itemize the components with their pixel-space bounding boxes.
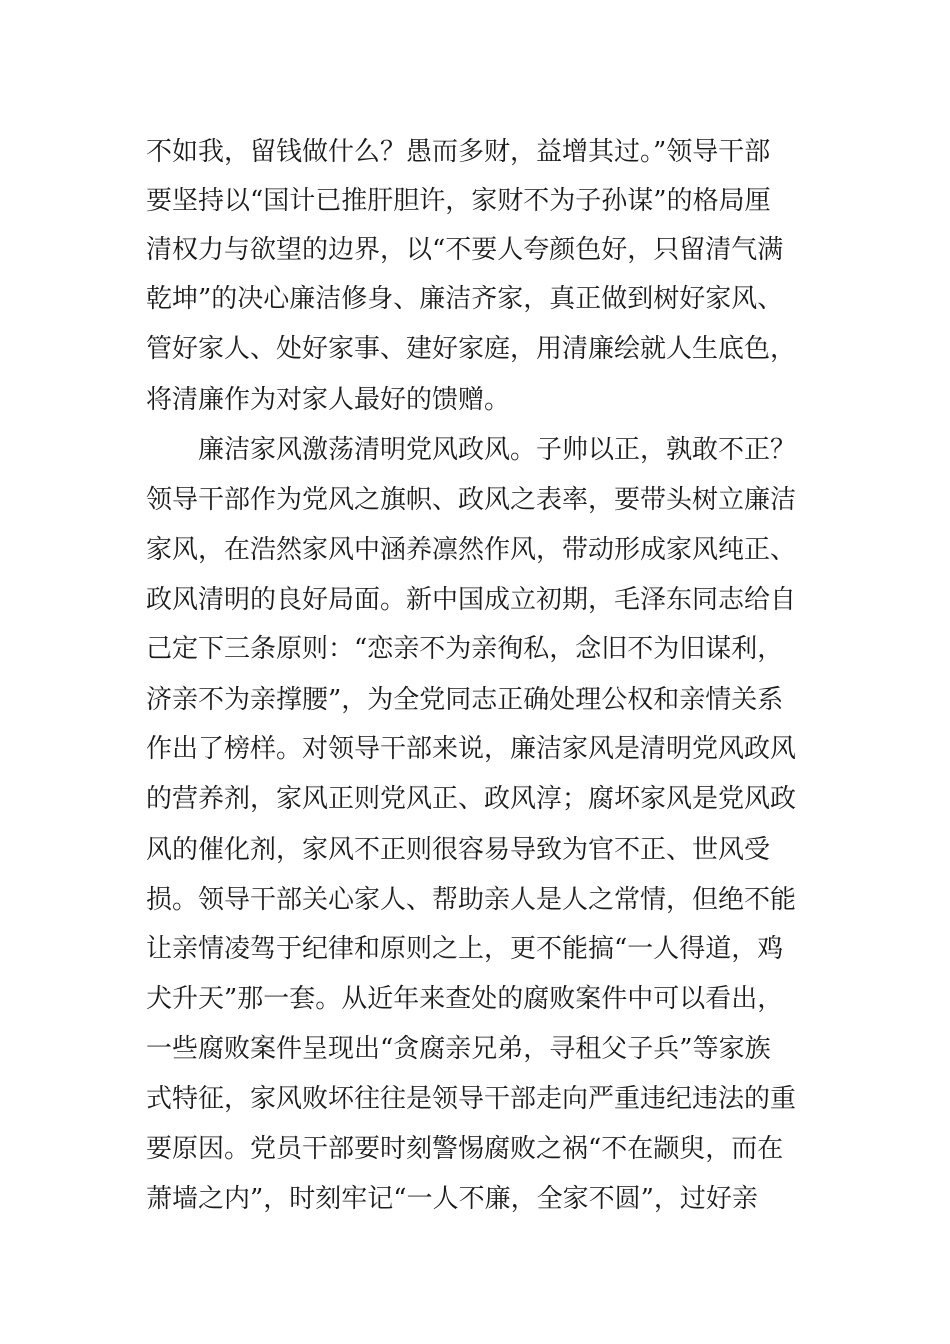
text-line-11: 己定下三条原则：“恋亲不为亲徇私，念旧不为旧谋利， — [146, 634, 784, 664]
text-line-2: 要坚持以“国计已推肝胆许，家财不为子孙谋”的格局厘 — [146, 186, 771, 216]
text-line-15: 风的催化剂，家风不正则很容易导致为官不正、世风受 — [146, 835, 771, 865]
text-line-14: 的营养剂，家风正则党风正、政风淳；腐坏家风是党风政 — [146, 784, 797, 814]
text-line-5: 管好家人、处好家事、建好家庭，用清廉绘就人生底色， — [146, 334, 797, 364]
text-line-19: 一些腐败案件呈现出“贪腐亲兄弟，寻租父子兵”等家族 — [146, 1034, 771, 1064]
text-line-13: 作出了榜样。对领导干部来说，廉洁家风是清明党风政风 — [146, 734, 797, 764]
text-line-22: 萧墙之内”，时刻牢记“一人不廉，全家不圆”，过好亲 — [146, 1184, 758, 1214]
text-line-8: 领导干部作为党风之旗帜、政风之表率，要带头树立廉洁 — [146, 485, 797, 515]
text-line-1: 不如我，留钱做什么？愚而多财，益增其过。”领导干部 — [146, 137, 771, 167]
text-line-9: 家风，在浩然家风中涵养凛然作风，带动形成家风纯正、 — [146, 535, 797, 565]
text-line-21: 要原因。党员干部要时刻警惕腐败之祸“不在颛臾，而在 — [146, 1134, 784, 1164]
text-line-12: 济亲不为亲撑腰”，为全党同志正确处理公权和亲情关系 — [146, 685, 784, 715]
text-line-3: 清权力与欲望的边界，以“不要人夸颜色好，只留清气满 — [146, 235, 784, 265]
text-line-10: 政风清明的良好局面。新中国成立初期，毛泽东同志给自 — [146, 585, 797, 615]
text-line-20: 式特征，家风败坏往往是领导干部走向严重违纪违法的重 — [146, 1084, 797, 1114]
text-line-17: 让亲情凌驾于纪律和原则之上，更不能搞“一人得道，鸡 — [146, 934, 784, 964]
text-line-6: 将清廉作为对家人最好的馈赠。 — [146, 385, 511, 415]
text-line-4: 乾坤”的决心廉洁修身、廉洁齐家，真正做到树好家风、 — [146, 284, 784, 314]
text-line-7: 廉洁家风激荡清明党风政风。子帅以正，孰敢不正？ — [198, 435, 797, 465]
text-line-18: 犬升天”那一套。从近年来查处的腐败案件中可以看出， — [146, 984, 784, 1014]
text-line-16: 损。领导干部关心家人、帮助亲人是人之常情，但绝不能 — [146, 885, 797, 915]
